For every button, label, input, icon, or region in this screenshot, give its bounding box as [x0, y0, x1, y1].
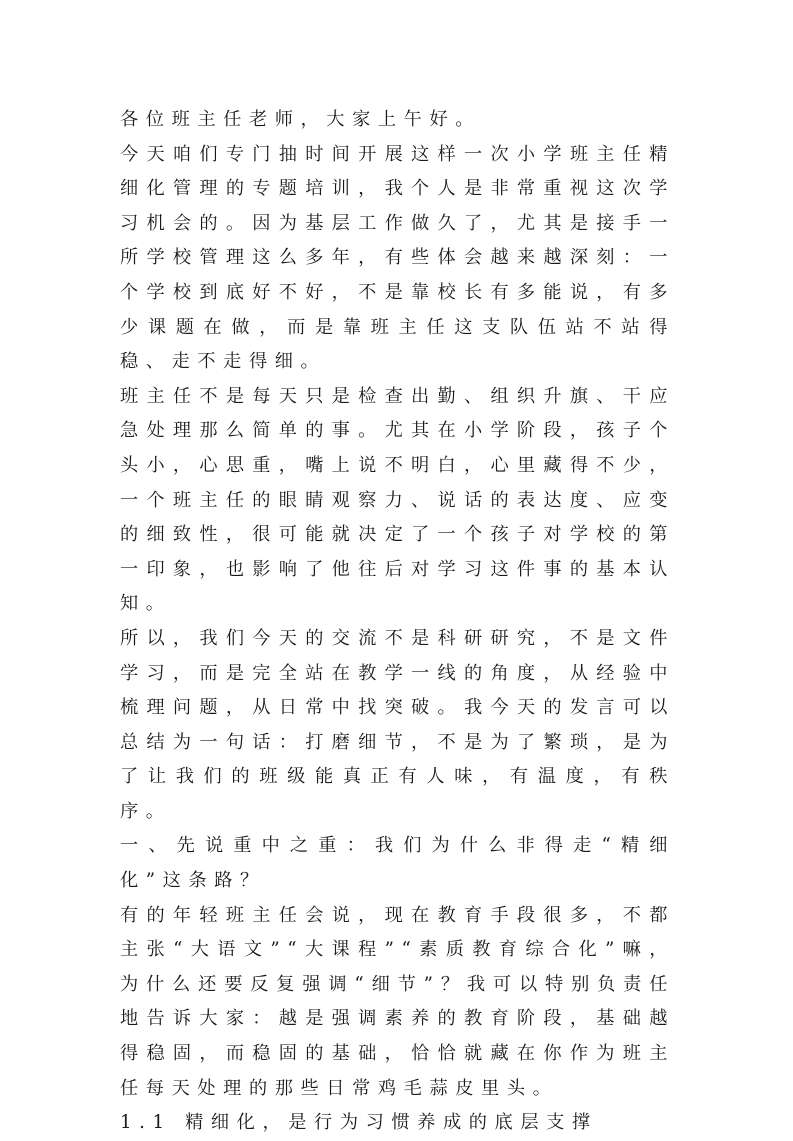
- subsection-heading-1-1: 1.1 精细化，是行为习惯养成的底层支撑: [120, 1112, 598, 1134]
- role-paragraph: 班主任不是每天只是检查出勤、组织升旗、干应急处理那么简单的事。尤其在小学阶段，孩子个头小，心思重，嘴上说不明白，心里藏得不少，一个班主任的眼睛观察力、说话的表达度、应变的细致性，很可能就决定了一个孩子对学校的第一印象，也影响了他往后对学习这件事的基本认知。: [120, 385, 675, 615]
- section-heading-1: 一、先说重中之重：我们为什么非得走“精细化”这条路？: [120, 835, 675, 892]
- document-page: [120, 103, 675, 1141]
- greeting-paragraph: 各位班主任老师，大家上午好。: [120, 109, 482, 130]
- purpose-paragraph: 所以，我们今天的交流不是科研研究，不是文件学习，而是完全站在教学一线的角度，从经验中梳理问题，从日常中找突破。我今天的发言可以总结为一句话：打磨细节，不是为了繁琐，是为了让我们的班级能真正有人味，有温度，有秩序。: [120, 627, 675, 822]
- intro-paragraph: 今天咱们专门抽时间开展这样一次小学班主任精细化管理的专题培训，我个人是非常重视这次学习机会的。因为基层工作做久了，尤其是接手一所学校管理这么多年，有些体会越来越深刻：一个学校到底好不好，不是靠校长有多能说，有多少课题在做，而是靠班主任这支队伍站不站得稳、走不走得细。: [120, 143, 675, 373]
- section-1-paragraph: 有的年轻班主任会说，现在教育手段很多，不都主张“大语文”“大课程”“素质教育综合化”嘛，为什么还要反复强调“细节”？我可以特别负责任地告诉大家：越是强调素养的教育阶段，基础越得稳固，而稳固的基础，恰恰就藏在你作为班主任每天处理的那些日常鸡毛蒜皮里头。: [120, 904, 675, 1099]
